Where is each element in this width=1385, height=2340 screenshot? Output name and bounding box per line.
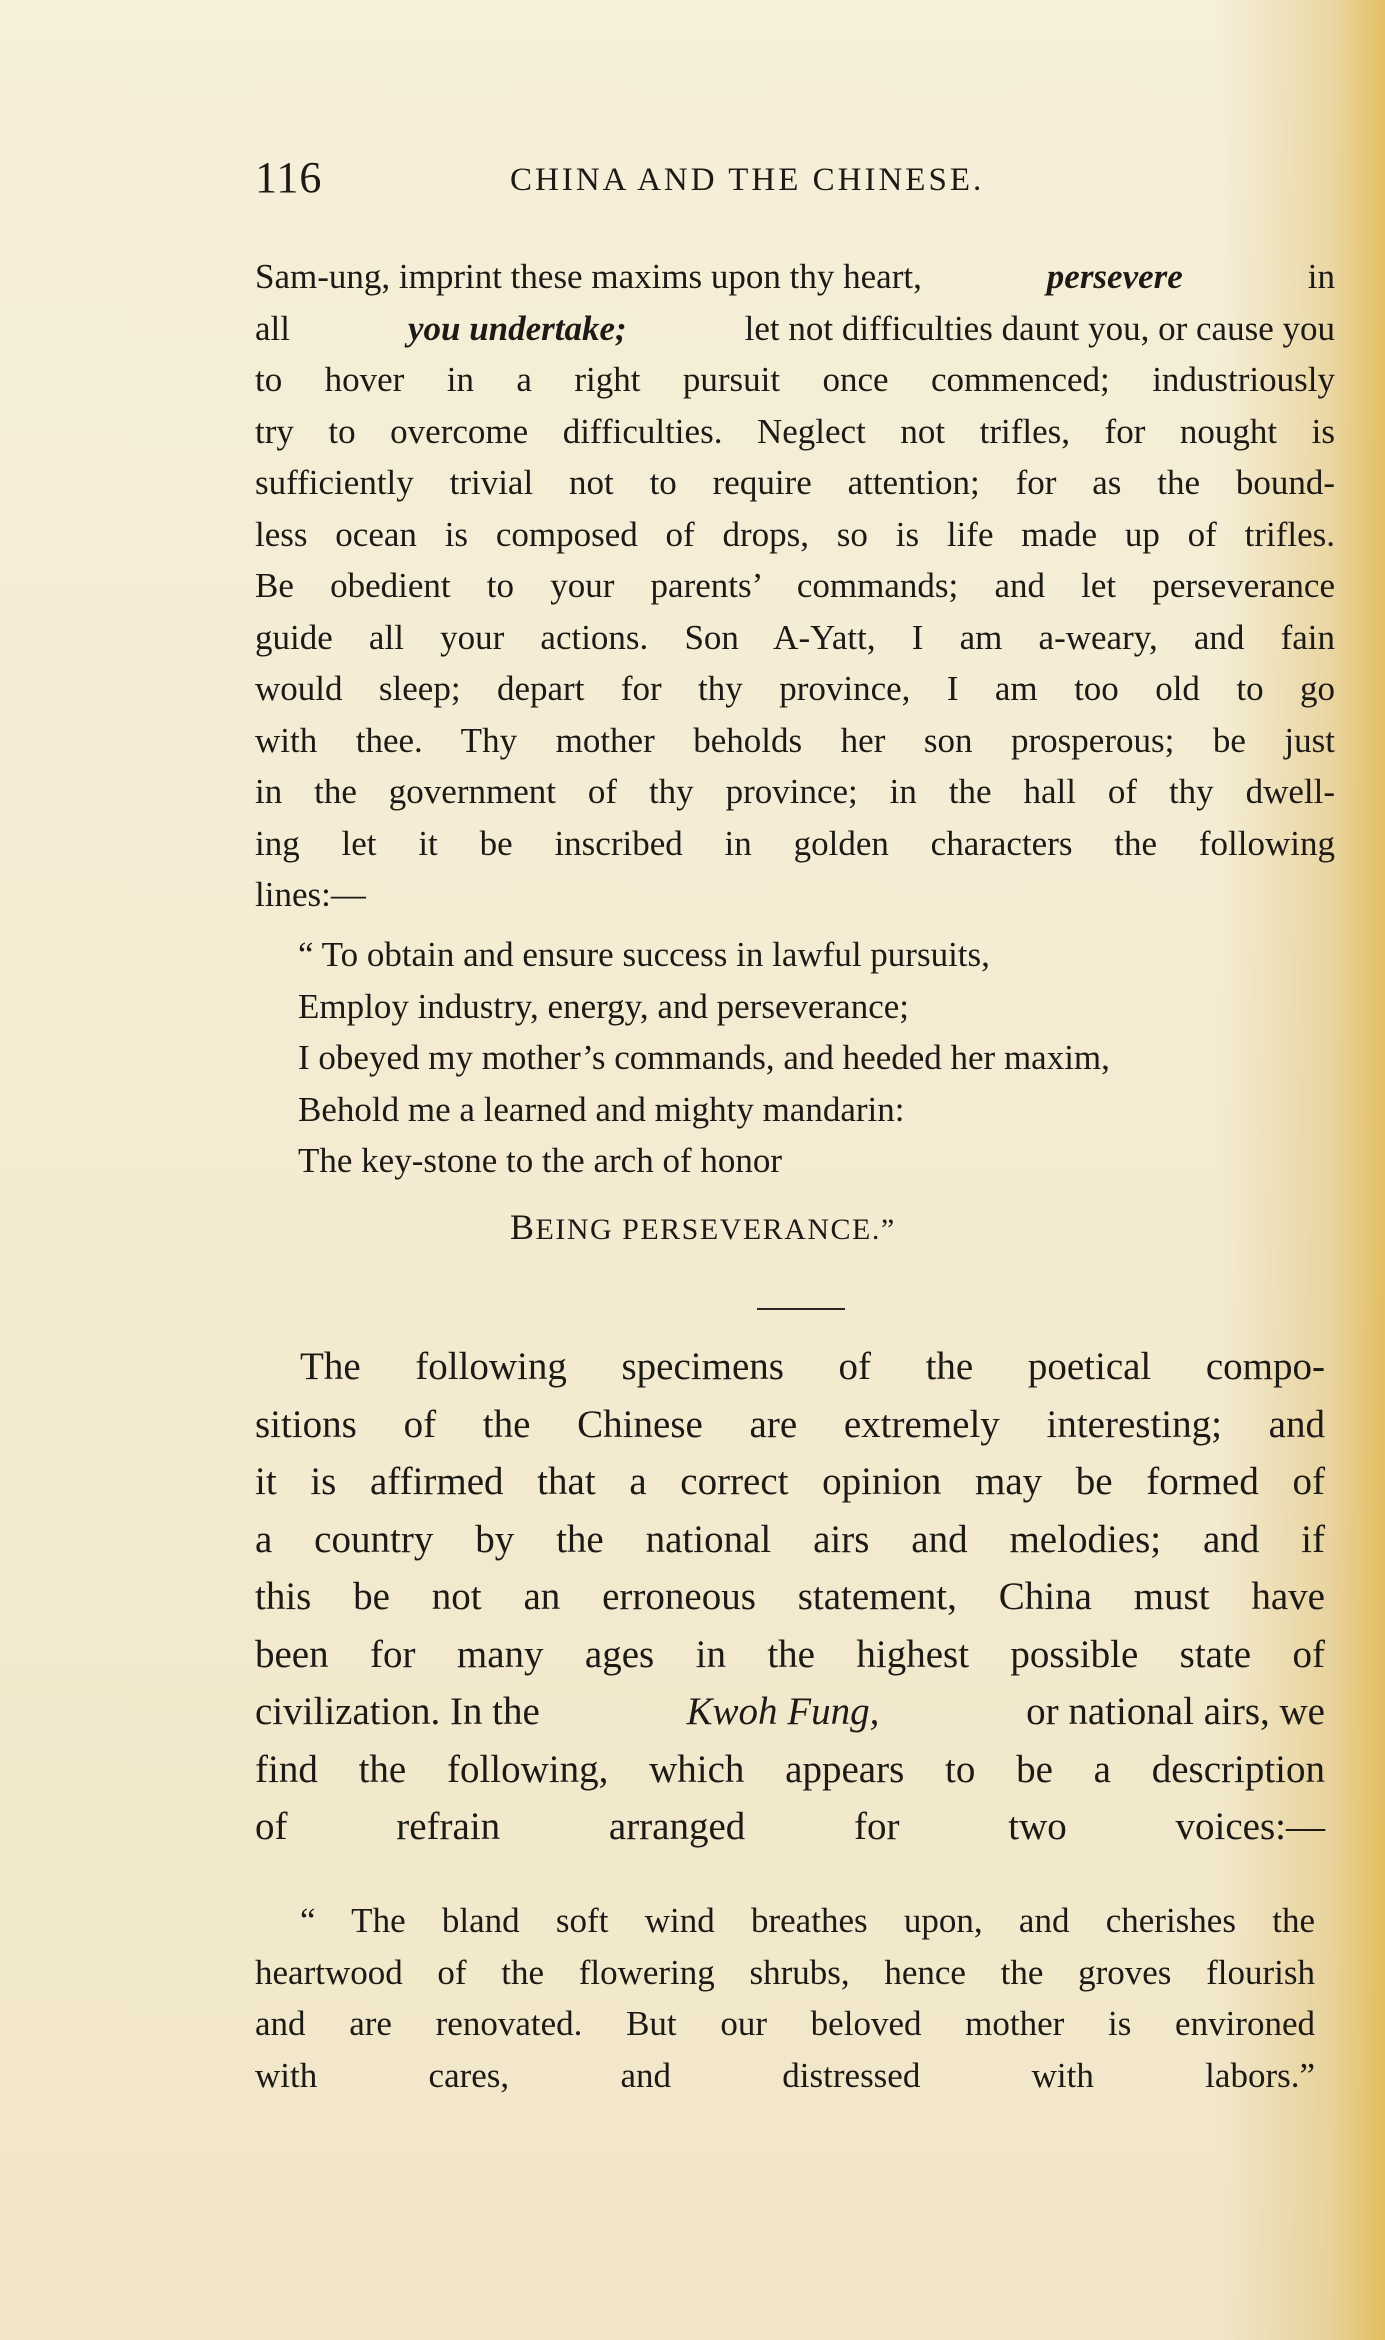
verse-line: Employ industry, energy, and perseverance; xyxy=(298,986,909,1026)
page-header xyxy=(255,152,1085,202)
text-line: all you undertake; let not difficulties daunt you, or cause you xyxy=(255,308,1335,348)
running-head: CHINA AND THE CHINESE. xyxy=(510,162,985,198)
verse-line: “ To obtain and ensure success in lawful pursuits, xyxy=(298,935,990,974)
text-line: this be not an erroneous statement, China must have xyxy=(255,1575,1325,1618)
verse-signature: BEING PERSEVERANCE.” xyxy=(510,1207,896,1247)
text-line: and are renovated. But our beloved mother is environed xyxy=(255,2004,1315,2043)
text-line: heartwood of the flowering shrubs, hence the groves flourish xyxy=(255,1952,1315,1992)
text-line: The following specimens of the poetical compo- xyxy=(300,1345,1325,1388)
text-line: to hover in a right pursuit once commenced; industriously xyxy=(255,360,1335,399)
text-line: “ The bland soft wind breathes upon, and cherishes the xyxy=(300,1901,1315,1940)
text-line: Sam-ung, imprint these maxims upon thy heart, persevere in xyxy=(255,257,1335,296)
text-line: less ocean is composed of drops, so is life made up of trifles. xyxy=(255,514,1335,554)
text-line: sufficiently trivial not to require attention; for as the bound- xyxy=(255,463,1335,502)
paragraph-2 xyxy=(255,1338,1325,1856)
text-line: ing let it be inscribed in golden characters the following xyxy=(255,823,1335,863)
text-line: guide all your actions. Son A-Yatt, I am a-weary, and fain xyxy=(255,617,1335,657)
verse-line: The key-stone to the arch of honor xyxy=(298,1141,783,1180)
text-line: in the government of thy province; in the hall of thy dwell- xyxy=(255,772,1335,811)
text-line: Be obedient to your parents’ commands; and let perseverance xyxy=(255,566,1335,605)
verse-block xyxy=(298,929,1110,1187)
text-line: lines:— xyxy=(255,875,366,914)
page-number: 116 xyxy=(255,153,323,202)
text-line: would sleep; depart for thy province, I am too old to go xyxy=(255,669,1335,708)
text-line: sitions of the Chinese are extremely interesting; and xyxy=(255,1402,1325,1446)
quote-block xyxy=(255,1895,1315,2101)
verse-line: I obeyed my mother’s commands, and heeded her maxim, xyxy=(298,1038,1110,1077)
text-line: find the following, which appears to be a description xyxy=(255,1747,1325,1791)
text-line: with cares, and distressed with labors.” xyxy=(255,2055,1315,2095)
text-line: of refrain arranged for two voices:— xyxy=(255,1805,1325,1848)
verse-line: Behold me a learned and mighty mandarin: xyxy=(298,1089,905,1129)
text-line: a country by the national airs and melodies; and if xyxy=(255,1517,1325,1561)
text-line: been for many ages in the highest possible state of xyxy=(255,1632,1325,1676)
text-line: with thee. Thy mother beholds her son prosperous; be just xyxy=(255,720,1335,760)
text-line: civilization. In the Kwoh Fung, or national airs, we xyxy=(255,1690,1325,1733)
text-line: try to overcome difficulties. Neglect not trifles, for nought is xyxy=(255,411,1335,451)
section-divider xyxy=(757,1308,845,1310)
paragraph-1 xyxy=(255,251,1335,921)
text-line: it is affirmed that a correct opinion may be formed of xyxy=(255,1460,1325,1503)
